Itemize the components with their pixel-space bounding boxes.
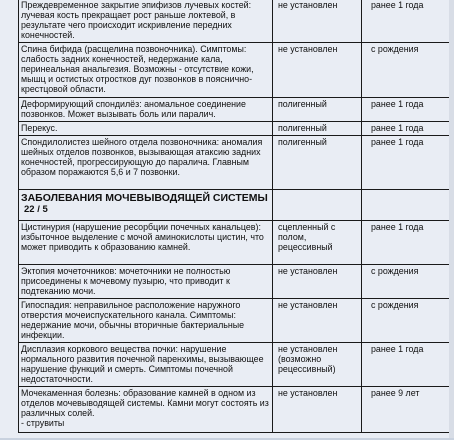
inheritance-type: не установлен (273, 299, 362, 343)
empty-cell (362, 190, 450, 221)
section-title-cell (19, 190, 273, 221)
inheritance-type: не установлен (273, 265, 362, 299)
disease-description: Деформирующий спондилёз: аномальное соединение позвонков. Может вызывать боль или паралич. (19, 98, 273, 122)
onset-age: с рождения (362, 299, 450, 343)
table-row (19, 299, 450, 343)
onset-age: ранее 1 года (362, 122, 450, 136)
table-row (19, 0, 450, 43)
inheritance-type: не установлен (273, 43, 362, 98)
disease-description: Спина бифида (расщелина позвоночника). Симптомы: слабость задних конечностей, недержание кала, перинеальная анальгезия. Возможны - отсутствие кожи, мышц и остистых отростков дуг позвонков в пояснично-крестцовой области. (19, 43, 273, 98)
disease-description: Мочекаменная болезнь: образование камней в одном из отделов мочевыводящей системы. Камни могут состоять из различных солей. (21, 388, 269, 418)
table-row (19, 136, 450, 190)
disease-description: Перекус. (19, 122, 273, 136)
inheritance-type: не установлен (возможно рецессивный) (273, 343, 362, 387)
onset-age: ранее 1 года (362, 0, 450, 43)
disease-subtype: - струвиты (21, 418, 65, 428)
table-row (19, 122, 450, 136)
table-row (19, 98, 450, 122)
disease-description: Спондилолистез шейного отдела позвоночника: аномалия шейных отделов позвонков, вызывающая атаксию задних конечностей, прогрессирующую до паралича. Главным образом поражаются 5,6 и 7 позвонки. (19, 136, 273, 190)
disease-description: Преждевременное закрытие эпифизов лучевых костей: лучевая кость прекращает рост раньше локтевой, в результате чего происходит искривление передних конечностей. (19, 0, 273, 43)
inheritance-type: полигенный (273, 122, 362, 136)
onset-age: ранее 1 года (362, 98, 450, 122)
section-code: 22 / 5 (24, 204, 48, 215)
onset-age: ранее 9 лет (362, 387, 450, 433)
inheritance-type: не установлен (273, 0, 362, 43)
inheritance-type: полигенный (273, 136, 362, 190)
disease-description: Эктопия мочеточников: мочеточники не полностью присоединены к мочевому пузырю, что приводит к подтеканию мочи. (19, 265, 273, 299)
onset-age: с рождения (362, 43, 450, 98)
table-row (19, 343, 450, 387)
right-shadow (449, 0, 454, 440)
onset-age: ранее 1 года (362, 221, 450, 265)
onset-age: ранее 1 года (362, 136, 450, 190)
section-title: ЗАБОЛЕВАНИЯ МОЧЕВЫВОДЯЩЕЙ СИСТЕМЫ (21, 192, 268, 204)
onset-age: ранее 1 года (362, 343, 450, 387)
inheritance-type: сцепленный с полом, рецессивный (273, 221, 362, 265)
table-row (19, 265, 450, 299)
disease-description: Гипоспадия: неправильное расположение наружного отверстия мочеиспускательного канала. Симптомы: недержание мочи, обычны вторичные бактериальные инфекции. (19, 299, 273, 343)
inheritance-type: полигенный (273, 98, 362, 122)
disease-description: Дисплазия коркового вещества почки: нарушение нормального развития почечной паренхимы, вызывающее нарушение функций и смерть. Симптомы почечной недостаточности. (19, 343, 273, 387)
table-row (19, 221, 450, 265)
disease-description: Цистинурия (нарушение ресорбции почечных канальцев): избыточное выделение с мочой аминокислоты цистин, что может приводить к образованию камней. (19, 221, 273, 265)
disease-description-cell (19, 387, 273, 433)
table-row (19, 43, 450, 98)
empty-cell (273, 190, 362, 221)
table-row (19, 387, 450, 433)
section-header-row (19, 190, 450, 221)
inheritance-type: не установлен (273, 387, 362, 433)
disease-table (18, 0, 450, 433)
onset-age: с рождения (362, 265, 450, 299)
